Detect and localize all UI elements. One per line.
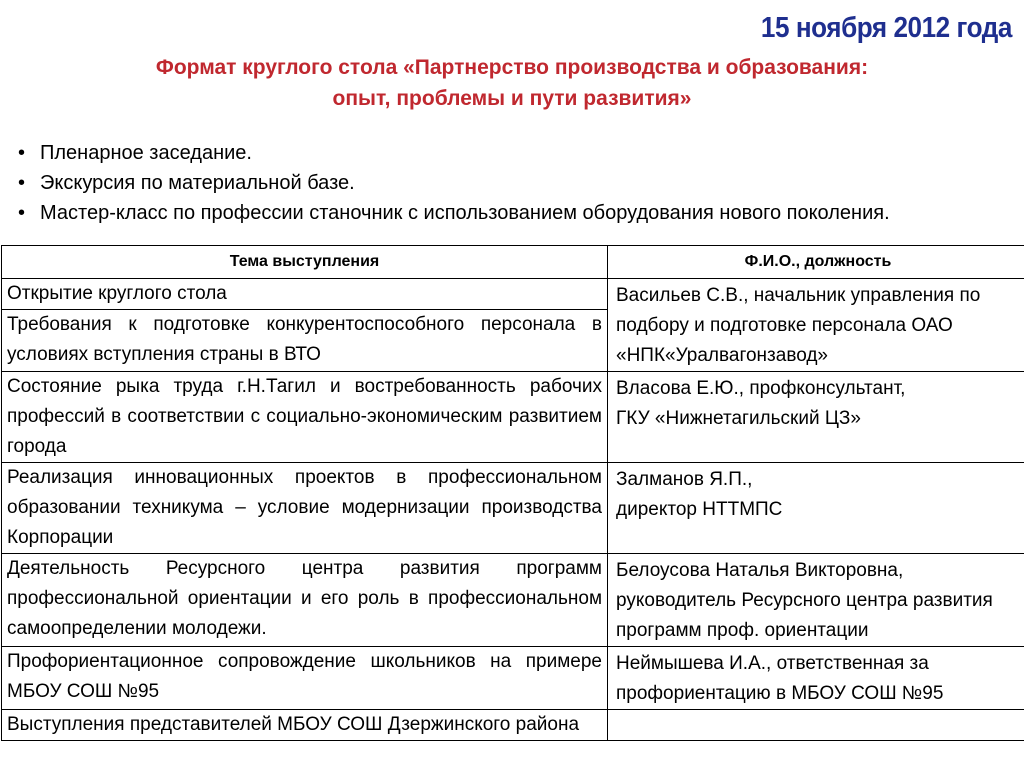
page-title xyxy=(0,52,1024,114)
agenda-item xyxy=(18,138,890,168)
person-line: ГКУ «Нижнетагильский ЦЗ» xyxy=(616,408,861,429)
table-row xyxy=(2,710,1024,741)
person-cell: Васильев С.В., начальник управления по подбору и подготовке персонала ОАО «НПК«Уралвагонзавод» xyxy=(608,279,1024,372)
person-cell: Неймышева И.А., ответственная за профориентацию в МБОУ СОШ №95 xyxy=(608,647,1024,710)
table-row xyxy=(2,463,1024,554)
title-line-1: Формат круглого стола «Партнерство производства и образования: xyxy=(155,56,869,79)
agenda-item xyxy=(18,198,890,228)
column-header-person: Ф.И.О., должность xyxy=(608,246,1024,279)
person-line: Залманов Я.П., xyxy=(616,469,753,490)
page-date: 15 ноября 2012 года xyxy=(760,12,1012,44)
program-table xyxy=(1,245,1024,741)
table-row xyxy=(2,554,1024,647)
person-line: директор НТТМПС xyxy=(616,499,783,520)
topic-cell: Состояние рыка труда г.Н.Тагил и востребованность рабочих профессий в соответствии с социально-экономическим развитием города xyxy=(2,372,608,463)
agenda-item xyxy=(18,168,890,198)
agenda-item-text: Пленарное заседание. xyxy=(40,142,252,164)
table-row xyxy=(2,647,1024,710)
topic-cell: Реализация инновационных проектов в профессиональном образовании техникума – условие модернизации производства Корпорации xyxy=(2,463,608,554)
person-line: Власова Е.Ю., профконсультант, xyxy=(616,378,906,399)
bullet-icon: • xyxy=(18,202,26,224)
topic-cell: Требования к подготовке конкурентоспособного персонала в условиях вступления страны в ВТО xyxy=(2,310,608,372)
agenda-list xyxy=(18,138,890,228)
agenda-item-text: Экскурсия по материальной базе. xyxy=(40,172,355,194)
topic-cell: Профориентационное сопровождение школьников на примере МБОУ СОШ №95 xyxy=(2,647,608,710)
person-cell xyxy=(608,463,1024,554)
bullet-icon: • xyxy=(18,142,26,164)
topic-cell: Открытие круглого стола xyxy=(2,279,608,310)
person-cell xyxy=(608,710,1024,741)
title-line-2: опыт, проблемы и пути развития» xyxy=(332,87,692,110)
topic-cell: Выступления представителей МБОУ СОШ Дзержинского района xyxy=(2,710,608,741)
agenda-item-text: Мастер-класс по профессии станочник с использованием оборудования нового поколения. xyxy=(40,202,890,224)
column-header-topic: Тема выступления xyxy=(2,246,608,279)
bullet-icon: • xyxy=(18,172,26,194)
table-row xyxy=(2,372,1024,463)
table-row xyxy=(2,279,1024,310)
person-cell: Белоусова Наталья Викторовна, руководитель Ресурсного центра развития программ проф. ориентации xyxy=(608,554,1024,647)
topic-cell: Деятельность Ресурсного центра развития программ профессиональной ориентации и его роль в профессиональном самоопределении молодежи. xyxy=(2,554,608,647)
person-cell xyxy=(608,372,1024,463)
table-header-row xyxy=(2,246,1024,279)
